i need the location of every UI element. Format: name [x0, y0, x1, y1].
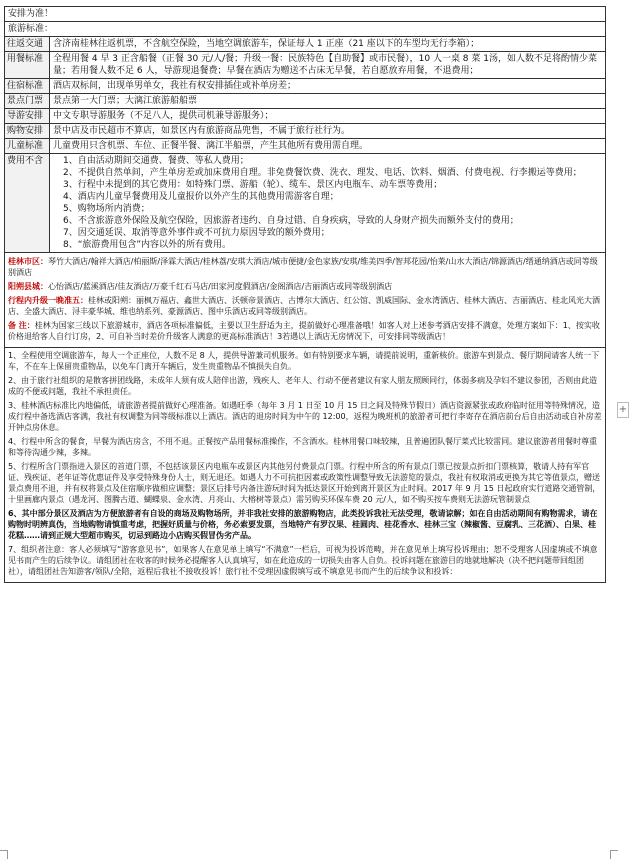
row-value: 含济南桂林往返机票，不含航空保险，当地空调旅游车，保证每人 1 正座（21 座以下的车型均无行李箱）； — [53, 39, 480, 49]
header-row — [5, 7, 605, 22]
notes-section — [5, 348, 605, 582]
guilin-hotels: 琴竹大酒店/翰祥大酒店/柏丽斯/泽霖大酒店/桂林荔/安琪大酒店/城市便捷/金色家族/安琪/维美四季/智邦花园/怡莱/山水大酒店/锦源酒店/缙通纳酒店或同等级别酒店 — [8, 257, 598, 277]
note-item: 1、全程使用空调旅游车，每人一个正座位，人数不足 8 人，提供导游兼司机服务。如有特别要求车辆，请提前说明，重新核价。旅游车到景点、餐厅期间请客人统一下车，不在车上保留贵重物品，以免车门离开车辆后，发生贵重物品不慎损失自负。 — [8, 351, 600, 371]
fees-value — [50, 154, 605, 252]
note-item: 7、组织者注意：客人必须填写“游客意见书”，如果客人在意见单上填写“不满意”一栏后，可视为投诉范畴，并在意见单上填写投诉理由；恕不受理客人因虚填或不填意见书而产生的后续争议。请组团社在收客的时候务必提醒客人认真填写，如在此造成的一切损失由客人自负。投诉问题在旅游目的地就地解决（决不把问题带回组团社），请组团社告知游客/领队/全陪，返程后我社不接收投诉！旅行社不受理因虚假填写或不填意见书而产生的后续争议和投诉： — [8, 545, 598, 576]
hotels-section — [5, 253, 605, 348]
fee-item: 1、自由活动期间交通费、餐费、等私人费用； — [63, 156, 249, 166]
hotels-yangshuo — [8, 281, 602, 292]
row-label: 导游安排 — [5, 109, 50, 123]
row-children — [5, 139, 605, 154]
note-item: 5、行程所含门票指进入景区的首道门票，不包括该景区内电瓶车或景区内其他另付费景点门票。行程中所含的所有景点门票已按景点折扣门票核算，敬请人持有军官证、残疾证、老年证等优惠证件及享受特殊身份人士，则无退还。如遇人力不可抗拒因素或政策性调整导致无法游览的景点，我社有权取消或更换为其它等值景点，赠送景点费用不退，并有权将景点及住宿顺序做相应调整；景区后排号内备注游玩时间为抵达景区开始到离开景区为止时间。2017 年 9 月 15 日起政府实行道路交通管制，十里画廊内景点（遇龙河、图腾古道、蝴蝶泉、金水湾、月亮山、大榕树等景点）需另购买环保车费 20 元/人，如不购买按车费则无法游玩管制景点 — [8, 462, 601, 504]
note-item: 3、桂林酒店标准比内地偏低，请旅游者提前做好心理准备。如遇旺季（每年 3 月 1 日至 10 月 15 日之间及特殊节假日）酒店资源紧张或政府临时征用等特殊情况，造成行程中备选酒店客满，我社有权调整为同等级标准以上酒店。酒店的退房时间为中午的 12:00，返程为晚班机的旅游者可把行李寄存在酒店前台后自由活动或自补房差开钟点房休息。 — [8, 401, 602, 432]
row-tickets — [5, 94, 605, 109]
note-item: 6、其中部分景区及酒店为方便旅游者有自设的商场及购物场所，并非我社安排的旅游购物店，此类投诉我社无法受理，敬请谅解；如在自由活动期间有购物需求，请在购物时明辨真伪，当地购物请慎重考虑，把握好质量与价格，务必索要发票，当地特产有罗汉果、桂圆肉、桂花香水、桂林三宝（辣椒酱、豆腐乳、三花酒）、白果、桂花糕……请到正规大型超市购买，切忌到路边小店购买假冒伪劣产品。 — [8, 509, 598, 540]
row-value: 景点第一大门票；大漓江旅游船船票 — [53, 96, 198, 106]
page-corner-mark-right — [610, 850, 611, 859]
row-label: 用餐标准 — [5, 52, 50, 78]
remark-label: 备 注： — [8, 321, 35, 330]
row-meals — [5, 52, 605, 79]
hotels-block — [5, 253, 605, 347]
note-item: 4、行程中所含的餐食，早餐为酒店房含，不用不退。正餐按产品用餐标准操作，不含酒水。桂林用餐口味较辣，且普遍团队餐厅菜式比较雷同。建议旅游者用餐时尊重和等待沟通少辣，多辣。 — [8, 437, 598, 457]
fees-list — [53, 155, 602, 251]
row-label: 住宿标准 — [5, 79, 50, 93]
hotels-upgrade — [8, 295, 602, 317]
hotels-guilin — [8, 256, 602, 278]
row-label: 景点门票 — [5, 94, 50, 108]
yangshuo-label: 阳朔县城： — [8, 282, 48, 291]
fees-label: 费用不含 — [5, 154, 50, 252]
upgrade-label: 行程内升级一晚准五： — [8, 296, 88, 305]
fee-item: 2、不提供自然单间，产生单房差或加床费用自理。非免费餐饮费、洗衣、理发、电话、饮料、烟酒、付费电视、行李搬运等费用； — [63, 168, 582, 178]
row-value: 酒店双标间，出现单男单女，我社有权安排插住或补单房差； — [53, 81, 297, 91]
page-corner-mark-right — [610, 850, 618, 851]
notes-block — [5, 348, 605, 582]
fee-item: 3、行程中未提到的其它费用：如特殊门票、游船（轮）、缆车、景区内电瓶车、动车票等费用； — [63, 180, 443, 190]
row-label: 儿童标准 — [5, 139, 50, 153]
row-label: 购物安排 — [5, 124, 50, 138]
row-value: 景中店及市民超市不算店，如景区内有旅游商品兜售，不属于旅行社行为。 — [53, 126, 351, 136]
fee-item: 6、不含旅游意外保险及航空保险，因旅游者违约、自身过错、自身疾病，导致的人身财产损失而额外支付的费用； — [63, 216, 519, 226]
add-row-icon[interactable]: + — [617, 402, 629, 418]
row-value: 全程用餐 4 早 3 正含船餐（正餐 30 元/人/餐；升级一餐：民族特色【自助餐】或市民餐），10 人一桌 8 菜 1汤，如人数不足将酌情少菜量；若用餐人数不足 6 人，导游现退餐费；早餐在酒店为赠送不占床无早餐，若自愿放弃用餐，不退费用； — [53, 54, 597, 76]
fee-item: 5、购物场所内消费； — [63, 204, 150, 214]
hotels-remark — [8, 320, 602, 342]
itinerary-table — [4, 6, 606, 583]
row-lodging — [5, 79, 605, 94]
upgrade-hotels: 桂林或阳朔：丽枫万福店、鑫世大酒店、沃顿帝景酒店、古博尔大酒店、红公馆、凯威国际、金水湾酒店、桂林大酒店、吉丽酒店、桂北风光大酒店、全盛大酒店、浔丰豪华城、维也纳系列、豪源酒店、图中乐酒店或同等级别酒店。 — [8, 296, 600, 316]
note-item: 2、由于旅行社组织的是散客拼团线路，未成年人须有成人陪伴出游，残疾人、老年人、行动不便者建议有家人朋友照顾同行，体弱多病及孕妇不建议参团，否则由此造成的不便或问题，我社不承担责任。 — [8, 376, 598, 396]
row-guide — [5, 109, 605, 124]
fee-item: 7、因交通延误、取消等意外事件或不可抗力原因导致的额外费用； — [63, 228, 330, 238]
row-value: 中文专职导游服务（不足八人，提供司机兼导游服务）； — [53, 111, 274, 121]
arrangement-title: 安排为准！ — [8, 9, 54, 19]
row-fees-excluded — [5, 154, 605, 253]
row-transport — [5, 37, 605, 52]
guilin-label: 桂林市区： — [8, 257, 48, 266]
fee-item: 4、酒店内儿童早餐费用及儿童报价以外产生的其他费用需游客自理； — [63, 192, 339, 202]
yangshuo-hotels: 心怡酒店/蓝溪酒店/佳友酒店/万豪千红石马店/田家河度假酒店/金阁酒店/吉丽酒店或同等级别酒店 — [48, 282, 393, 291]
fee-item: 8、“旅游费用包含”内容以外的所有费用。 — [63, 240, 232, 250]
row-value: 儿童费用只含机票、车位、正餐半餐、漓江半船票，产生其他所有费用需自理。 — [53, 141, 369, 151]
row-label: 往返交通 — [5, 37, 50, 51]
row-shopping — [5, 124, 605, 139]
standards-header-row — [5, 22, 605, 37]
standards-header: 旅游标准： — [8, 24, 54, 34]
remark-text: 桂林为国家三线以下旅游城市，酒店各项标准偏低，主要以卫生舒适为主，提前做好心理准备哦！如客人对上述参考酒店安排不满意，处理方案如下：1、按实收价格退给客人自行订房，2、可自补当时差价升级客人满意的更高标准酒店！3若遇以上酒店无房情况下，可安排同等级酒店！ — [8, 321, 600, 341]
page-corner-mark-left — [7, 850, 8, 859]
